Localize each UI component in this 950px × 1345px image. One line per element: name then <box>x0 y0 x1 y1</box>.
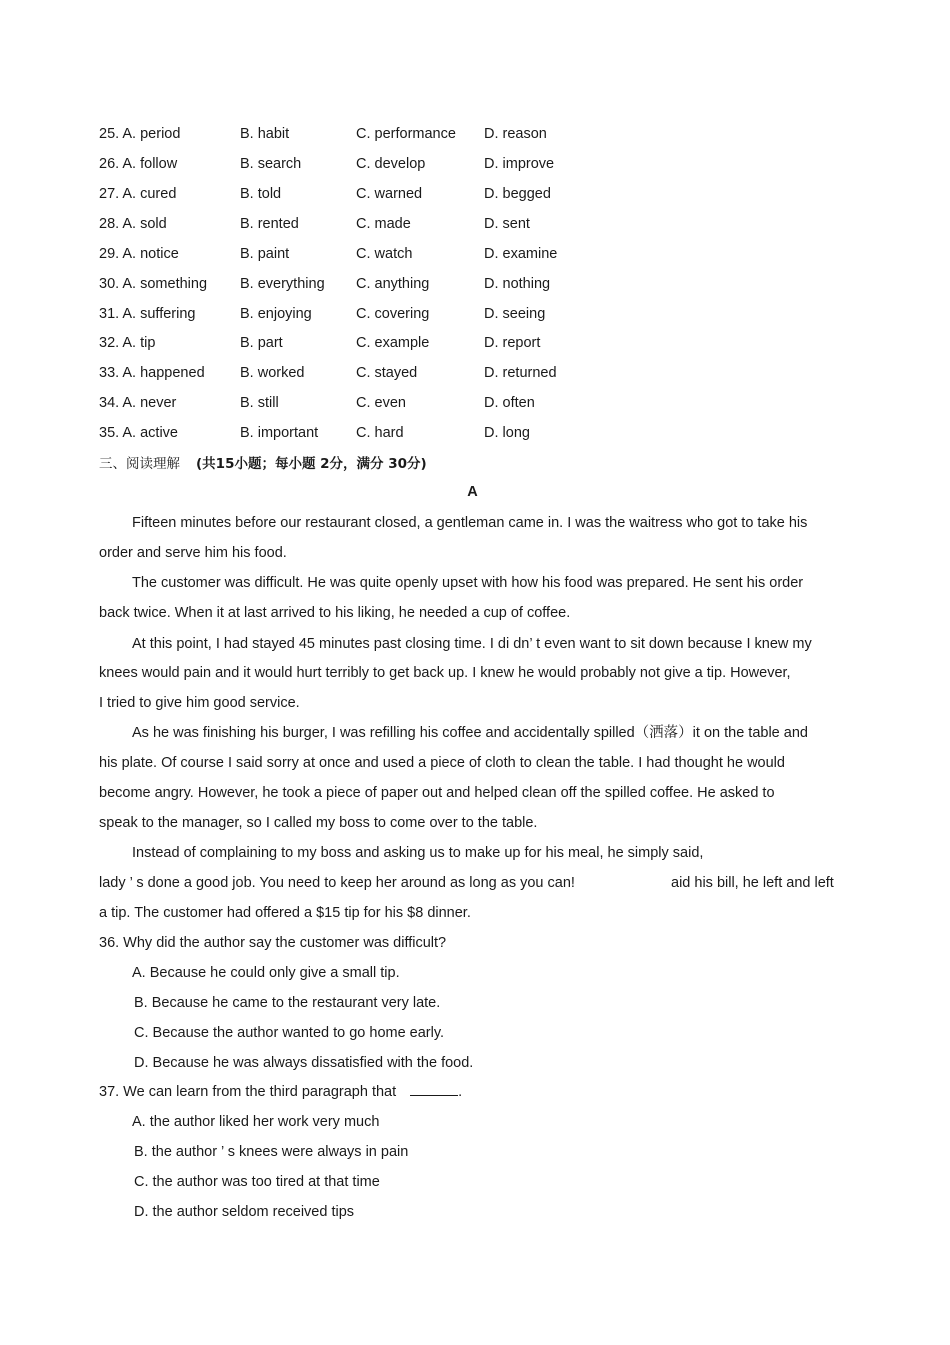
option-c: C. develop <box>356 156 426 172</box>
option-c: C. example <box>356 335 430 351</box>
option-a: 32. A. tip <box>99 335 156 351</box>
answer-option: A. Because he could only give a small tip. <box>132 965 400 981</box>
option-b: B. part <box>240 335 283 351</box>
passage-line: speak to the manager, so I called my boss to come over to the table. <box>99 815 538 831</box>
option-a: 35. A. active <box>99 425 178 441</box>
option-b: B. important <box>240 425 319 441</box>
answer-option: B. Because he came to the restaurant very late. <box>134 995 441 1011</box>
passage-line: Fifteen minutes before our restaurant closed, a gentleman came in. I was the waitress who got to take his <box>132 515 808 531</box>
option-c: C. performance <box>356 126 456 142</box>
passage-line: become angry. However, he took a piece of paper out and helped clean off the spilled coffee. He asked to <box>99 785 775 801</box>
option-c: C. watch <box>356 246 413 262</box>
option-b: B. paint <box>240 246 290 262</box>
section-note: (共15小题；每小题 2分，满分 30分) <box>196 456 427 472</box>
option-d: D. examine <box>484 246 558 262</box>
passage-line: lady ’ s done a good job. You need to keep her around as long as you can! <box>99 875 575 891</box>
passage-line: As he was finishing his burger, I was refilling his coffee and accidentally spilled（洒落）it on the table and <box>132 725 808 741</box>
passage-line: At this point, I had stayed 45 minutes past closing time. I di dn’ t even want to sit down because I knew my <box>132 636 812 652</box>
option-c: C. anything <box>356 276 430 292</box>
passage-line: I tried to give him good service. <box>99 695 300 711</box>
passage-line-fragment: aid his bill, he left and left <box>671 875 834 891</box>
answer-option: C. Because the author wanted to go home early. <box>134 1025 445 1041</box>
option-a: 29. A. notice <box>99 246 179 262</box>
passage-title: A <box>467 484 478 500</box>
option-c: C. stayed <box>356 365 418 381</box>
question-stem: 36. Why did the author say the customer was difficult? <box>99 935 447 951</box>
option-a: 25. A. period <box>99 126 181 142</box>
answer-option: C. the author was too tired at that time <box>134 1174 380 1190</box>
option-c: C. warned <box>356 186 423 202</box>
option-a: 33. A. happened <box>99 365 205 381</box>
option-a: 28. A. sold <box>99 216 167 232</box>
passage-line: Instead of complaining to my boss and asking us to make up for his meal, he simply said, <box>132 845 704 861</box>
option-d: D. improve <box>484 156 555 172</box>
option-d: D. begged <box>484 186 551 202</box>
option-b: B. habit <box>240 126 290 142</box>
option-a: 26. A. follow <box>99 156 178 172</box>
question-stem <box>99 1083 462 1101</box>
question-stem-end: . <box>458 1084 463 1100</box>
option-a: 31. A. suffering <box>99 306 196 322</box>
option-c: C. covering <box>356 306 430 322</box>
option-a: 27. A. cured <box>99 186 177 202</box>
option-b: B. rented <box>240 216 299 232</box>
question-stem-text: 37. We can learn from the third paragraph that <box>99 1084 397 1100</box>
option-c: C. hard <box>356 425 404 441</box>
option-b: B. still <box>240 395 279 411</box>
option-d: D. seeing <box>484 306 546 322</box>
answer-option: D. the author seldom received tips <box>134 1204 355 1220</box>
passage-line: back twice. When it at last arrived to his liking, he needed a cup of coffee. <box>99 605 571 621</box>
option-c: C. made <box>356 216 411 232</box>
option-a: 30. A. something <box>99 276 208 292</box>
answer-blank <box>410 1083 458 1096</box>
option-b: B. worked <box>240 365 305 381</box>
option-d: D. sent <box>484 216 530 232</box>
section-heading <box>99 452 427 472</box>
option-b: B. told <box>240 186 282 202</box>
answer-option: A. the author liked her work very much <box>132 1114 380 1130</box>
option-d: D. reason <box>484 126 547 142</box>
option-a: 34. A. never <box>99 395 177 411</box>
passage-line: knees would pain and it would hurt terribly to get back up. I knew he would probably not give a tip. However, <box>99 665 791 681</box>
passage-line: order and serve him his food. <box>99 545 287 561</box>
passage-line: his plate. Of course I said sorry at once and used a piece of cloth to clean the table. I had thought he would <box>99 755 785 771</box>
answer-option: D. Because he was always dissatisfied with the food. <box>134 1055 474 1071</box>
option-d: D. long <box>484 425 530 441</box>
option-b: B. enjoying <box>240 306 312 322</box>
option-d: D. returned <box>484 365 557 381</box>
answer-option: B. the author ’ s knees were always in pain <box>134 1144 409 1160</box>
option-d: D. report <box>484 335 541 351</box>
section-title: 三、阅读理解 <box>99 456 180 472</box>
passage-line: a tip. The customer had offered a $15 tip for his $8 dinner. <box>99 905 471 921</box>
option-b: B. everything <box>240 276 325 292</box>
option-d: D. nothing <box>484 276 551 292</box>
option-b: B. search <box>240 156 302 172</box>
option-c: C. even <box>356 395 406 411</box>
passage-line: The customer was difficult. He was quite openly upset with how his food was prepared. He sent his order <box>132 575 804 591</box>
option-d: D. often <box>484 395 535 411</box>
